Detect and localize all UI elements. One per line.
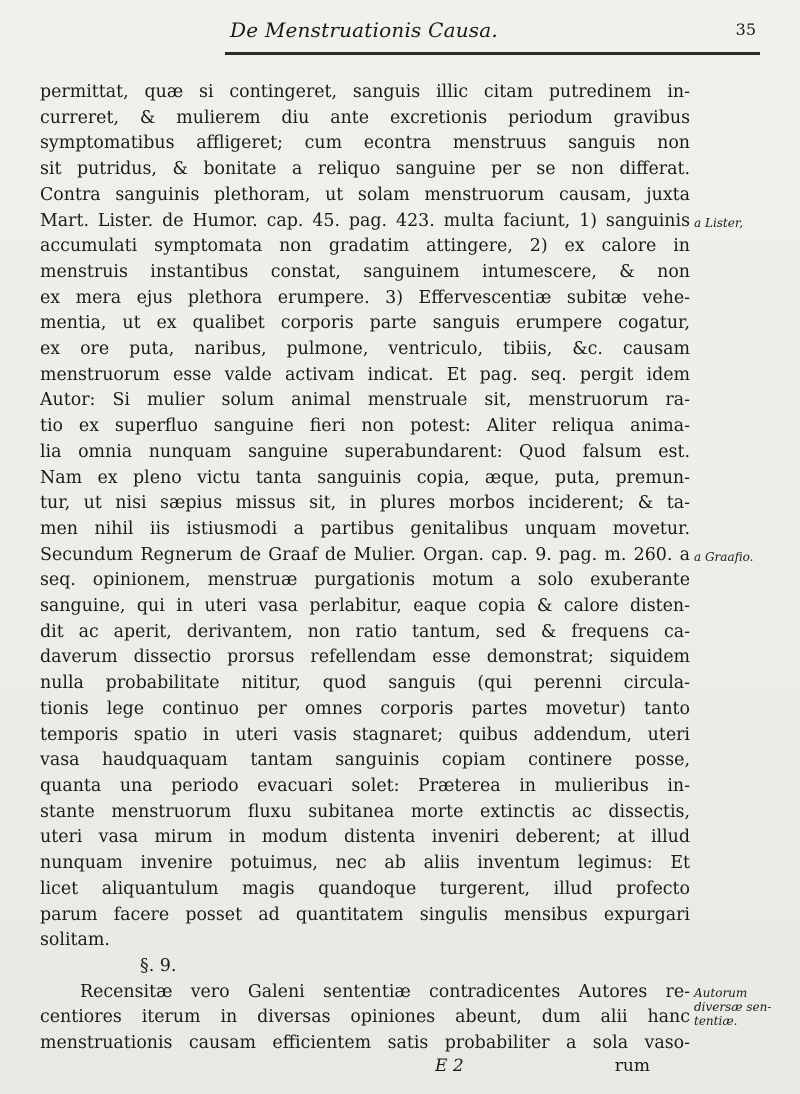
catchword: rum xyxy=(614,1056,650,1076)
text-line: vasa haudquaquam tantam sanguinis copiam continere posse, xyxy=(40,750,690,771)
text-line: nunquam invenire potuimus, nec ab aliis inventum legimus: Et xyxy=(40,853,690,874)
text-line: quanta una periodo evacuari solet: Præterea in mulieribus in- xyxy=(40,775,690,796)
text-line: nulla probabilitate nititur, quod sanguis (qui perenni circula- xyxy=(40,673,690,694)
text-line: Contra sanguinis plethoram, ut solam menstruorum causam, juxta xyxy=(40,184,690,205)
text-line: licet aliquantulum magis quandoque turgerent, illud profecto xyxy=(40,878,690,899)
text-line: mentia, ut ex qualibet corporis parte sanguis erumpere cogatur, xyxy=(40,313,690,334)
text-line: Recensitæ vero Galeni sententiæ contradicentes Autores re- xyxy=(80,981,690,1002)
text-line: Nam ex pleno victu tanta sanguinis copia, æque, puta, premun- xyxy=(40,467,690,488)
text-line: sanguine, qui in uteri vasa perlabitur, eaque copia & calore disten- xyxy=(40,596,690,617)
text-line: seq. opinionem, menstruæ purgationis motum a solo exuberante xyxy=(40,570,690,591)
text-line: tio ex superfluo sanguine fieri non potest: Aliter reliqua anima- xyxy=(40,416,690,437)
text-line: dit ac aperit, derivantem, non ratio tantum, sed & frequens ca- xyxy=(40,621,690,642)
text-line: menstruis instantibus constat, sanguinem intumescere, & non xyxy=(40,261,690,282)
text-line: Mart. Lister. de Humor. cap. 45. pag. 423. multa faciunt, 1) sanguinis xyxy=(40,210,690,231)
margin-note-autorum-3: tentiæ. xyxy=(694,1014,738,1028)
text-line: solitam. xyxy=(40,930,110,951)
margin-note-autorum: Autorum xyxy=(694,986,748,1000)
margin-note-graaf: a Graafio. xyxy=(694,550,754,564)
text-line: menstruorum esse valde activam indicat. Et pag. seq. pergit idem xyxy=(40,364,690,385)
text-line: temporis spatio in uteri vasis stagnaret; quibus addendum, uteri xyxy=(40,724,690,745)
text-line: Secundum Regnerum de Graaf de Mulier. Organ. cap. 9. pag. m. 260. a xyxy=(40,544,690,565)
main-text xyxy=(40,80,690,1057)
text-line: uteri vasa mirum in modum distenta inveniri deberent; at illud xyxy=(40,827,690,848)
text-line: centiores iterum in diversas opiniones abeunt, dum alii hanc xyxy=(40,1007,690,1028)
text-line: symptomatibus affligeret; cum econtra menstruus sanguis non xyxy=(40,133,690,154)
text-line: parum facere posset ad quantitatem singulis mensibus expurgari xyxy=(40,904,690,925)
text-line: Autor: Si mulier solum animal menstruale sit, menstruorum ra- xyxy=(40,390,690,411)
running-title: De Menstruationis Causa. xyxy=(230,18,498,42)
text-line: tionis lege continuo per omnes corporis partes movetur) tanto xyxy=(40,698,690,719)
text-line: sit putridus, & bonitate a reliquo sanguine per se non differat. xyxy=(40,159,690,180)
header-rule xyxy=(225,52,760,55)
text-line: tur, ut nisi sæpius missus sit, in plures morbos inciderent; & ta- xyxy=(40,493,690,514)
text-line: accumulati symptomata non gradatim attingere, 2) ex calore in xyxy=(40,236,690,257)
text-line: ex mera ejus plethora erumpere. 3) Effervescentiæ subitæ vehe- xyxy=(40,287,690,308)
page-header xyxy=(60,8,760,58)
text-line: menstruationis causam efficientem satis probabiliter a sola vaso- xyxy=(40,1033,690,1054)
signature-mark: E 2 xyxy=(435,1056,464,1076)
page-footer xyxy=(40,1056,690,1082)
text-line: stante menstruorum fluxu subitanea morte extinctis ac dissectis, xyxy=(40,801,690,822)
text-line: permittat, quæ si contingeret, sanguis illic citam putredinem in- xyxy=(40,82,690,102)
margin-note-autorum-2: diversæ sen- xyxy=(694,1000,772,1014)
text-line: lia omnia nunquam sanguine superabundarent: Quod falsum est. xyxy=(40,441,690,462)
text-line: curreret, & mulierem diu ante excretionis periodum gravibus xyxy=(40,107,690,128)
margin-note-lister: a Lister, xyxy=(694,216,744,230)
page-number: 35 xyxy=(735,20,756,39)
section-heading: §. 9. xyxy=(140,955,177,976)
text-line: men nihil iis istiusmodi a partibus genitalibus unquam movetur. xyxy=(40,518,690,539)
text-line: ex ore puta, naribus, pulmone, ventriculo, tibiis, &c. causam xyxy=(40,339,690,360)
text-line: daverum dissectio prorsus refellendam esse demonstrat; siquidem xyxy=(40,647,690,668)
